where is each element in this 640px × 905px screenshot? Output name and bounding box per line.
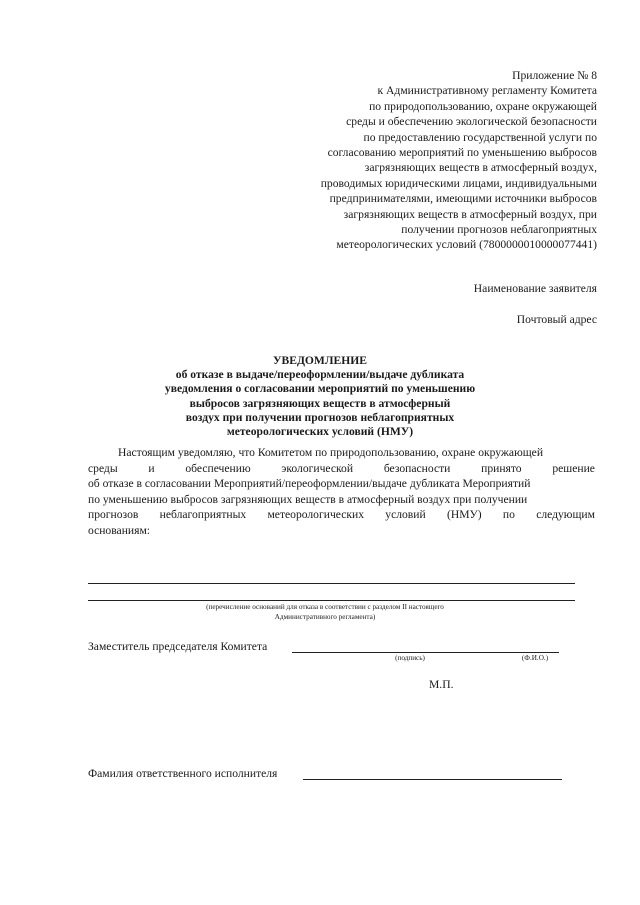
body-word: безопасности <box>383 461 451 475</box>
appendix-line: к Административному регламенту Комитета <box>377 84 597 98</box>
reasons-line[interactable] <box>88 583 575 584</box>
appendix-line: Приложение № 8 <box>512 69 597 82</box>
appendix-line: предпринимателями, имеющими источники выбросов <box>329 192 597 206</box>
notice-body <box>88 445 595 539</box>
title-line: воздух при получении прогнозов неблагоприятных <box>185 410 455 424</box>
signature-label: Заместитель председателя Комитета <box>88 640 268 653</box>
body-line: основаниям: <box>88 523 150 537</box>
applicant-name: Наименование заявителя <box>473 282 597 295</box>
postal-address: Почтовый адрес <box>516 313 597 326</box>
body-word: по <box>502 508 515 522</box>
body-word: неблагоприятных <box>159 508 247 522</box>
body-line: об отказе в согласовании Мероприятий/переоформлении/выдаче дубликата Мероприятий <box>88 477 531 491</box>
body-word: принято <box>481 461 522 475</box>
title-line: метеорологических условий (НМУ) <box>226 425 414 439</box>
appendix-line: среды и обеспечению экологической безопасности <box>346 115 597 129</box>
executor-line[interactable] <box>303 779 562 780</box>
appendix-line: согласованию мероприятий по уменьшению выбросов <box>327 146 597 160</box>
appendix-header <box>237 68 597 253</box>
appendix-line: загрязняющих веществ в атмосферный воздух, <box>364 161 597 175</box>
body-word: и <box>148 461 155 475</box>
caption-line: (перечисление оснований для отказа в соответствии с разделом II настоящего <box>206 603 444 611</box>
notice-title <box>120 354 520 439</box>
sign-caption: (подпись) <box>395 654 425 662</box>
body-word: (НМУ) <box>446 508 482 522</box>
reasons-line[interactable] <box>88 600 575 601</box>
body-line-justified <box>88 507 595 523</box>
body-word: прогнозов <box>88 508 139 522</box>
appendix-line: проводимых юридическими лицами, индивидуальными <box>320 176 597 190</box>
title-line: выбросов загрязняющих веществ в атмосферный <box>189 396 451 410</box>
body-line: Настоящим уведомляю, что Комитетом по природопользованию, охране окружающей <box>118 446 544 459</box>
body-word: условий <box>385 508 426 522</box>
body-line: по уменьшению выбросов загрязняющих веществ в атмосферный воздух при получении <box>88 492 528 506</box>
appendix-line: загрязняющих веществ в атмосферный воздух, при <box>343 207 597 221</box>
fio-caption: (Ф.И.О.) <box>521 654 549 662</box>
body-word: следующим <box>536 508 595 522</box>
stamp-place: М.П. <box>429 678 454 691</box>
body-word: экологической <box>281 461 354 475</box>
body-word: среды <box>88 461 118 475</box>
body-line-justified <box>88 461 595 477</box>
appendix-line: по природопользованию, охране окружающей <box>369 99 597 113</box>
title-line: об отказе в выдаче/переоформлении/выдаче дубликата <box>175 368 465 382</box>
appendix-line: по предоставлению государственной услуги по <box>363 130 597 144</box>
title-heading: УВЕДОМЛЕНИЕ <box>272 354 368 367</box>
executor-label: Фамилия ответственного исполнителя <box>88 767 278 780</box>
caption-line: Административного регламента) <box>274 613 376 621</box>
reasons-caption <box>160 602 490 622</box>
appendix-line: получении прогнозов неблагоприятных <box>401 223 597 237</box>
body-word: метеорологических <box>267 508 364 522</box>
body-word: обеспечению <box>185 461 251 475</box>
title-line: уведомления о согласовании мероприятий по уменьшению <box>164 382 476 396</box>
appendix-line: метеорологических условий (7800000010000077441) <box>336 238 597 252</box>
body-word: решение <box>552 461 595 475</box>
